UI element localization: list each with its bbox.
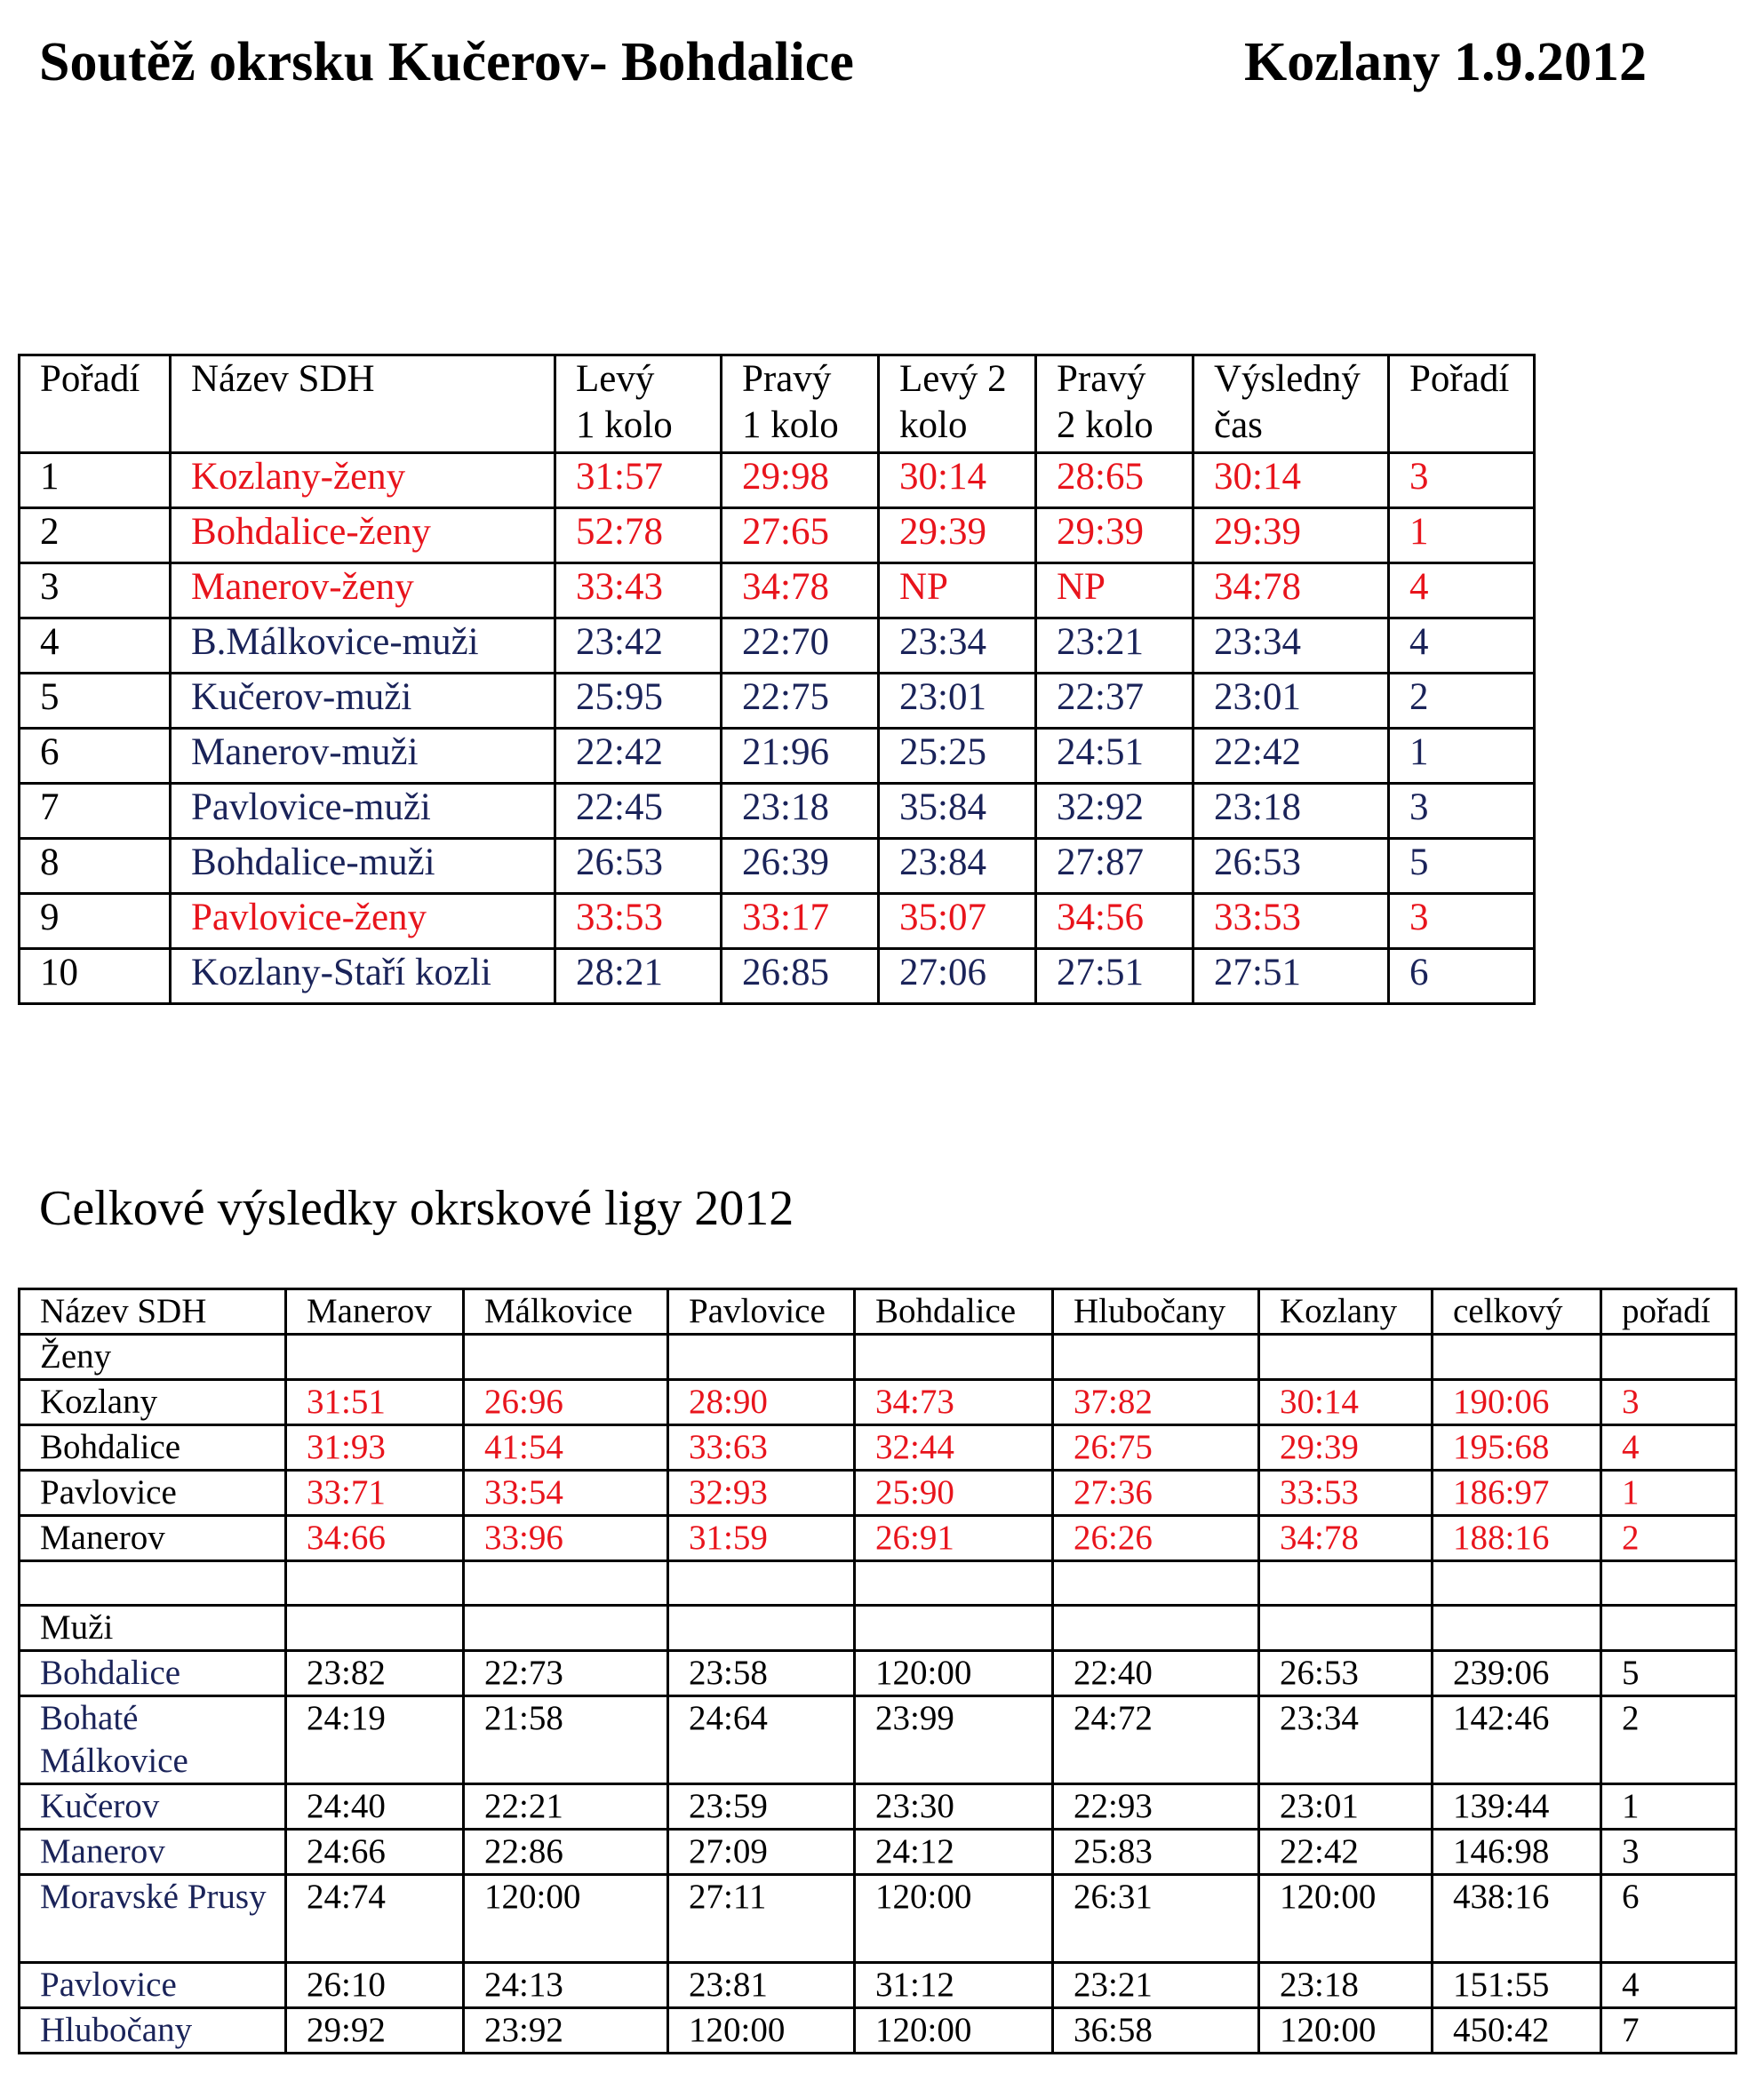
right-run-1: 33:17 <box>722 894 879 949</box>
time-cell: 24:40 <box>286 1784 464 1830</box>
time-cell: 22:21 <box>464 1784 668 1830</box>
order-cell: 6 <box>20 729 171 784</box>
right-run-1: 34:78 <box>722 563 879 618</box>
column-header: Kozlany <box>1259 1289 1433 1335</box>
final-time: 23:01 <box>1193 674 1389 729</box>
empty-cell <box>668 1561 855 1606</box>
empty-cell <box>286 1561 464 1606</box>
rank-cell: 6 <box>1601 1875 1736 1963</box>
column-header-text: Pořadí <box>1409 358 1510 400</box>
final-time: 23:18 <box>1193 784 1389 839</box>
column-header <box>722 355 879 453</box>
team-name: Pavlovice <box>20 1963 286 2008</box>
rank-cell: 4 <box>1389 618 1535 674</box>
left-run-1: 26:53 <box>555 839 722 894</box>
time-cell: 34:73 <box>855 1380 1053 1425</box>
column-header-text: 1 kolo <box>742 404 839 446</box>
rank-cell: 1 <box>1601 1471 1736 1516</box>
column-header-text: Název SDH <box>191 358 375 400</box>
time-cell: 32:93 <box>668 1471 855 1516</box>
empty-cell <box>1053 1561 1259 1606</box>
empty-cell <box>855 1561 1053 1606</box>
rank-cell: 5 <box>1389 839 1535 894</box>
column-header: pořadí <box>1601 1289 1736 1335</box>
time-cell: 27:09 <box>668 1830 855 1875</box>
empty-cell <box>1259 1606 1433 1651</box>
time-cell: 24:64 <box>668 1696 855 1784</box>
team-name: Pavlovice <box>20 1471 286 1516</box>
rank-cell: 6 <box>1389 949 1535 1004</box>
order-cell: 4 <box>20 618 171 674</box>
order-cell: 3 <box>20 563 171 618</box>
time-cell: 26:75 <box>1053 1425 1259 1471</box>
total-time: 139:44 <box>1433 1784 1601 1830</box>
time-cell: 37:82 <box>1053 1380 1259 1425</box>
time-cell: 31:12 <box>855 1963 1053 2008</box>
table-row <box>20 839 1535 894</box>
time-cell: 41:54 <box>464 1425 668 1471</box>
time-cell: 120:00 <box>464 1875 668 1963</box>
order-cell: 7 <box>20 784 171 839</box>
column-header <box>1036 355 1193 453</box>
team-name: Manerov <box>20 1830 286 1875</box>
right-run-2: NP <box>1036 563 1193 618</box>
empty-cell <box>1053 1606 1259 1651</box>
column-header: Hlubočany <box>1053 1289 1259 1335</box>
time-cell: 23:21 <box>1053 1963 1259 2008</box>
final-time: 22:42 <box>1193 729 1389 784</box>
team-name: Bohdalice <box>20 1425 286 1471</box>
final-time: 34:78 <box>1193 563 1389 618</box>
order-cell: 1 <box>20 453 171 508</box>
final-time: 27:51 <box>1193 949 1389 1004</box>
time-cell: 23:81 <box>668 1963 855 2008</box>
team-name: Bohdalice-muži <box>171 839 555 894</box>
left-run-2: 27:06 <box>879 949 1036 1004</box>
table-row <box>20 1696 1736 1784</box>
time-cell: 29:39 <box>1259 1425 1433 1471</box>
rank-cell: 4 <box>1389 563 1535 618</box>
order-cell: 8 <box>20 839 171 894</box>
right-run-2: 29:39 <box>1036 508 1193 563</box>
time-cell: 25:90 <box>855 1471 1053 1516</box>
column-header-text: kolo <box>899 404 968 446</box>
column-header: Manerov <box>286 1289 464 1335</box>
time-cell: 24:12 <box>855 1830 1053 1875</box>
time-cell: 22:93 <box>1053 1784 1259 1830</box>
column-header: Pavlovice <box>668 1289 855 1335</box>
time-cell: 22:42 <box>1259 1830 1433 1875</box>
time-cell: 22:73 <box>464 1651 668 1696</box>
table-row <box>20 618 1535 674</box>
rank-cell: 3 <box>1389 453 1535 508</box>
total-time: 195:68 <box>1433 1425 1601 1471</box>
column-header: Málkovice <box>464 1289 668 1335</box>
team-name: Kučerov <box>20 1784 286 1830</box>
table-row <box>20 1830 1736 1875</box>
time-cell: 24:74 <box>286 1875 464 1963</box>
table-row <box>20 674 1535 729</box>
time-cell: 33:63 <box>668 1425 855 1471</box>
column-header <box>20 355 171 453</box>
time-cell: 33:71 <box>286 1471 464 1516</box>
table-row <box>20 729 1535 784</box>
left-run-2: 30:14 <box>879 453 1036 508</box>
rank-cell: 3 <box>1389 894 1535 949</box>
column-header-text: Pořadí <box>40 358 140 400</box>
rank-cell: 4 <box>1601 1425 1736 1471</box>
order-cell: 9 <box>20 894 171 949</box>
table-row <box>20 1963 1736 2008</box>
column-header-text: Pravý <box>1057 358 1146 400</box>
total-time: 142:46 <box>1433 1696 1601 1784</box>
column-header-text: Levý 2 <box>899 358 1007 400</box>
empty-cell <box>855 1606 1053 1651</box>
rank-cell: 2 <box>1389 674 1535 729</box>
league-title: Celkové výsledky okrskové ligy 2012 <box>39 1181 794 1236</box>
time-cell: 34:78 <box>1259 1516 1433 1561</box>
right-run-2: 27:87 <box>1036 839 1193 894</box>
time-cell: 21:58 <box>464 1696 668 1784</box>
rank-cell: 1 <box>1389 508 1535 563</box>
time-cell: 23:30 <box>855 1784 1053 1830</box>
left-run-1: 22:45 <box>555 784 722 839</box>
time-cell: 36:58 <box>1053 2008 1259 2054</box>
table-row <box>20 1380 1736 1425</box>
final-time: 29:39 <box>1193 508 1389 563</box>
team-name: Kučerov-muži <box>171 674 555 729</box>
time-cell: 31:59 <box>668 1516 855 1561</box>
right-run-1: 23:18 <box>722 784 879 839</box>
empty-cell <box>1053 1335 1259 1380</box>
total-time: 190:06 <box>1433 1380 1601 1425</box>
team-name: Pavlovice-muži <box>171 784 555 839</box>
left-run-2: 35:84 <box>879 784 1036 839</box>
rank-cell: 3 <box>1601 1830 1736 1875</box>
final-time: 26:53 <box>1193 839 1389 894</box>
column-header: Bohdalice <box>855 1289 1053 1335</box>
time-cell: 31:93 <box>286 1425 464 1471</box>
rank-cell: 1 <box>1601 1784 1736 1830</box>
table-row <box>20 1784 1736 1830</box>
rank-cell: 3 <box>1601 1380 1736 1425</box>
team-name: Manerov <box>20 1516 286 1561</box>
right-run-2: 24:51 <box>1036 729 1193 784</box>
order-cell: 5 <box>20 674 171 729</box>
column-header: Název SDH <box>20 1289 286 1335</box>
rank-cell: 5 <box>1601 1651 1736 1696</box>
time-cell: 29:92 <box>286 2008 464 2054</box>
time-cell: 31:51 <box>286 1380 464 1425</box>
empty-cell <box>1601 1335 1736 1380</box>
team-name: Bohdalice-ženy <box>171 508 555 563</box>
order-cell: 10 <box>20 949 171 1004</box>
time-cell: 32:44 <box>855 1425 1053 1471</box>
right-run-1: 22:75 <box>722 674 879 729</box>
time-cell: 24:72 <box>1053 1696 1259 1784</box>
time-cell: 22:86 <box>464 1830 668 1875</box>
time-cell: 120:00 <box>855 2008 1053 2054</box>
league-results-table <box>18 1288 1737 2054</box>
empty-cell <box>464 1606 668 1651</box>
left-run-1: 52:78 <box>555 508 722 563</box>
empty-cell <box>1601 1606 1736 1651</box>
time-cell: 23:92 <box>464 2008 668 2054</box>
time-cell: 26:10 <box>286 1963 464 2008</box>
empty-cell <box>855 1335 1053 1380</box>
rank-cell: 2 <box>1601 1696 1736 1784</box>
left-run-1: 33:53 <box>555 894 722 949</box>
rank-cell: 7 <box>1601 2008 1736 2054</box>
column-header <box>879 355 1036 453</box>
time-cell: 26:96 <box>464 1380 668 1425</box>
time-cell: 120:00 <box>1259 1875 1433 1963</box>
team-name: Bohdalice <box>20 1651 286 1696</box>
empty-cell <box>1433 1606 1601 1651</box>
order-cell: 2 <box>20 508 171 563</box>
right-run-2: 27:51 <box>1036 949 1193 1004</box>
right-run-1: 29:98 <box>722 453 879 508</box>
time-cell: 24:13 <box>464 1963 668 2008</box>
right-run-1: 22:70 <box>722 618 879 674</box>
right-run-2: 32:92 <box>1036 784 1193 839</box>
total-time: 188:16 <box>1433 1516 1601 1561</box>
right-run-2: 23:21 <box>1036 618 1193 674</box>
time-cell: 22:40 <box>1053 1651 1259 1696</box>
left-run-2: 25:25 <box>879 729 1036 784</box>
table-row <box>20 508 1535 563</box>
column-header-text: Výsledný <box>1214 358 1361 400</box>
table-row <box>20 1875 1736 1963</box>
table-row <box>20 563 1535 618</box>
left-run-1: 33:43 <box>555 563 722 618</box>
column-header <box>1193 355 1389 453</box>
empty-cell <box>1433 1561 1601 1606</box>
page-title: Soutěž okrsku Kučerov- Bohdalice <box>39 32 854 92</box>
total-time: 450:42 <box>1433 2008 1601 2054</box>
time-cell: 23:59 <box>668 1784 855 1830</box>
right-run-2: 34:56 <box>1036 894 1193 949</box>
left-run-2: 29:39 <box>879 508 1036 563</box>
empty-cell <box>286 1606 464 1651</box>
empty-cell <box>1259 1561 1433 1606</box>
column-header <box>171 355 555 453</box>
right-run-1: 26:39 <box>722 839 879 894</box>
total-time: 438:16 <box>1433 1875 1601 1963</box>
time-cell: 25:83 <box>1053 1830 1259 1875</box>
time-cell: 23:34 <box>1259 1696 1433 1784</box>
women-section-row <box>20 1335 1736 1380</box>
time-cell: 23:18 <box>1259 1963 1433 2008</box>
round-results-table <box>18 354 1536 1005</box>
right-run-2: 28:65 <box>1036 453 1193 508</box>
time-cell: 33:96 <box>464 1516 668 1561</box>
table-header-row <box>20 355 1535 453</box>
empty-cell <box>1601 1561 1736 1606</box>
spacer-row <box>20 1561 1736 1606</box>
team-name: Kozlany-ženy <box>171 453 555 508</box>
time-cell: 26:91 <box>855 1516 1053 1561</box>
team-name: Moravské Prusy <box>20 1875 286 1963</box>
table-row <box>20 1651 1736 1696</box>
time-cell: 26:26 <box>1053 1516 1259 1561</box>
time-cell: 120:00 <box>668 2008 855 2054</box>
column-header-text: 2 kolo <box>1057 404 1153 446</box>
empty-cell <box>668 1335 855 1380</box>
left-run-1: 25:95 <box>555 674 722 729</box>
table-row <box>20 1516 1736 1561</box>
empty-cell <box>20 1561 286 1606</box>
team-name: Manerov-ženy <box>171 563 555 618</box>
time-cell: 24:66 <box>286 1830 464 1875</box>
time-cell: 23:01 <box>1259 1784 1433 1830</box>
empty-cell <box>286 1335 464 1380</box>
column-header-text: 1 kolo <box>576 404 673 446</box>
table-row <box>20 2008 1736 2054</box>
team-name: Kozlany-Staří kozli <box>171 949 555 1004</box>
table-row <box>20 453 1535 508</box>
time-cell: 26:53 <box>1259 1651 1433 1696</box>
right-run-1: 27:65 <box>722 508 879 563</box>
rank-cell: 4 <box>1601 1963 1736 2008</box>
time-cell: 23:99 <box>855 1696 1053 1784</box>
time-cell: 120:00 <box>855 1875 1053 1963</box>
time-cell: 23:82 <box>286 1651 464 1696</box>
column-header <box>555 355 722 453</box>
right-run-1: 21:96 <box>722 729 879 784</box>
team-name: Kozlany <box>20 1380 286 1425</box>
column-header-text: Pravý <box>742 358 832 400</box>
left-run-2: 23:34 <box>879 618 1036 674</box>
rank-cell: 3 <box>1389 784 1535 839</box>
left-run-2: NP <box>879 563 1036 618</box>
empty-cell <box>464 1561 668 1606</box>
section-label: Ženy <box>20 1335 286 1380</box>
team-name: Bohaté Málkovice <box>20 1696 286 1784</box>
team-name: Pavlovice-ženy <box>171 894 555 949</box>
column-header-text: čas <box>1214 404 1263 446</box>
final-time: 30:14 <box>1193 453 1389 508</box>
total-time: 146:98 <box>1433 1830 1601 1875</box>
time-cell: 33:54 <box>464 1471 668 1516</box>
right-run-2: 22:37 <box>1036 674 1193 729</box>
team-name: Manerov-muži <box>171 729 555 784</box>
total-time: 151:55 <box>1433 1963 1601 2008</box>
left-run-2: 23:01 <box>879 674 1036 729</box>
time-cell: 34:66 <box>286 1516 464 1561</box>
time-cell: 33:53 <box>1259 1471 1433 1516</box>
team-name: B.Málkovice-muži <box>171 618 555 674</box>
team-name: Hlubočany <box>20 2008 286 2054</box>
total-time: 186:97 <box>1433 1471 1601 1516</box>
left-run-2: 23:84 <box>879 839 1036 894</box>
right-run-1: 26:85 <box>722 949 879 1004</box>
left-run-2: 35:07 <box>879 894 1036 949</box>
time-cell: 24:19 <box>286 1696 464 1784</box>
left-run-1: 28:21 <box>555 949 722 1004</box>
time-cell: 27:36 <box>1053 1471 1259 1516</box>
time-cell: 26:31 <box>1053 1875 1259 1963</box>
left-run-1: 23:42 <box>555 618 722 674</box>
time-cell: 23:58 <box>668 1651 855 1696</box>
time-cell: 27:11 <box>668 1875 855 1963</box>
rank-cell: 2 <box>1601 1516 1736 1561</box>
event-place-date: Kozlany 1.9.2012 <box>1244 32 1647 92</box>
section-label: Muži <box>20 1606 286 1651</box>
empty-cell <box>1433 1335 1601 1380</box>
empty-cell <box>668 1606 855 1651</box>
table-row <box>20 1471 1736 1516</box>
table-row <box>20 1425 1736 1471</box>
table-row <box>20 949 1535 1004</box>
table-row <box>20 894 1535 949</box>
time-cell: 120:00 <box>855 1651 1053 1696</box>
left-run-1: 22:42 <box>555 729 722 784</box>
total-time: 239:06 <box>1433 1651 1601 1696</box>
table-header-row <box>20 1289 1736 1335</box>
column-header-text: Levý <box>576 358 655 400</box>
column-header <box>1389 355 1535 453</box>
time-cell: 28:90 <box>668 1380 855 1425</box>
left-run-1: 31:57 <box>555 453 722 508</box>
men-section-row <box>20 1606 1736 1651</box>
table-row <box>20 784 1535 839</box>
empty-cell <box>1259 1335 1433 1380</box>
rank-cell: 1 <box>1389 729 1535 784</box>
final-time: 23:34 <box>1193 618 1389 674</box>
time-cell: 30:14 <box>1259 1380 1433 1425</box>
final-time: 33:53 <box>1193 894 1389 949</box>
column-header: celkový <box>1433 1289 1601 1335</box>
time-cell: 120:00 <box>1259 2008 1433 2054</box>
empty-cell <box>464 1335 668 1380</box>
